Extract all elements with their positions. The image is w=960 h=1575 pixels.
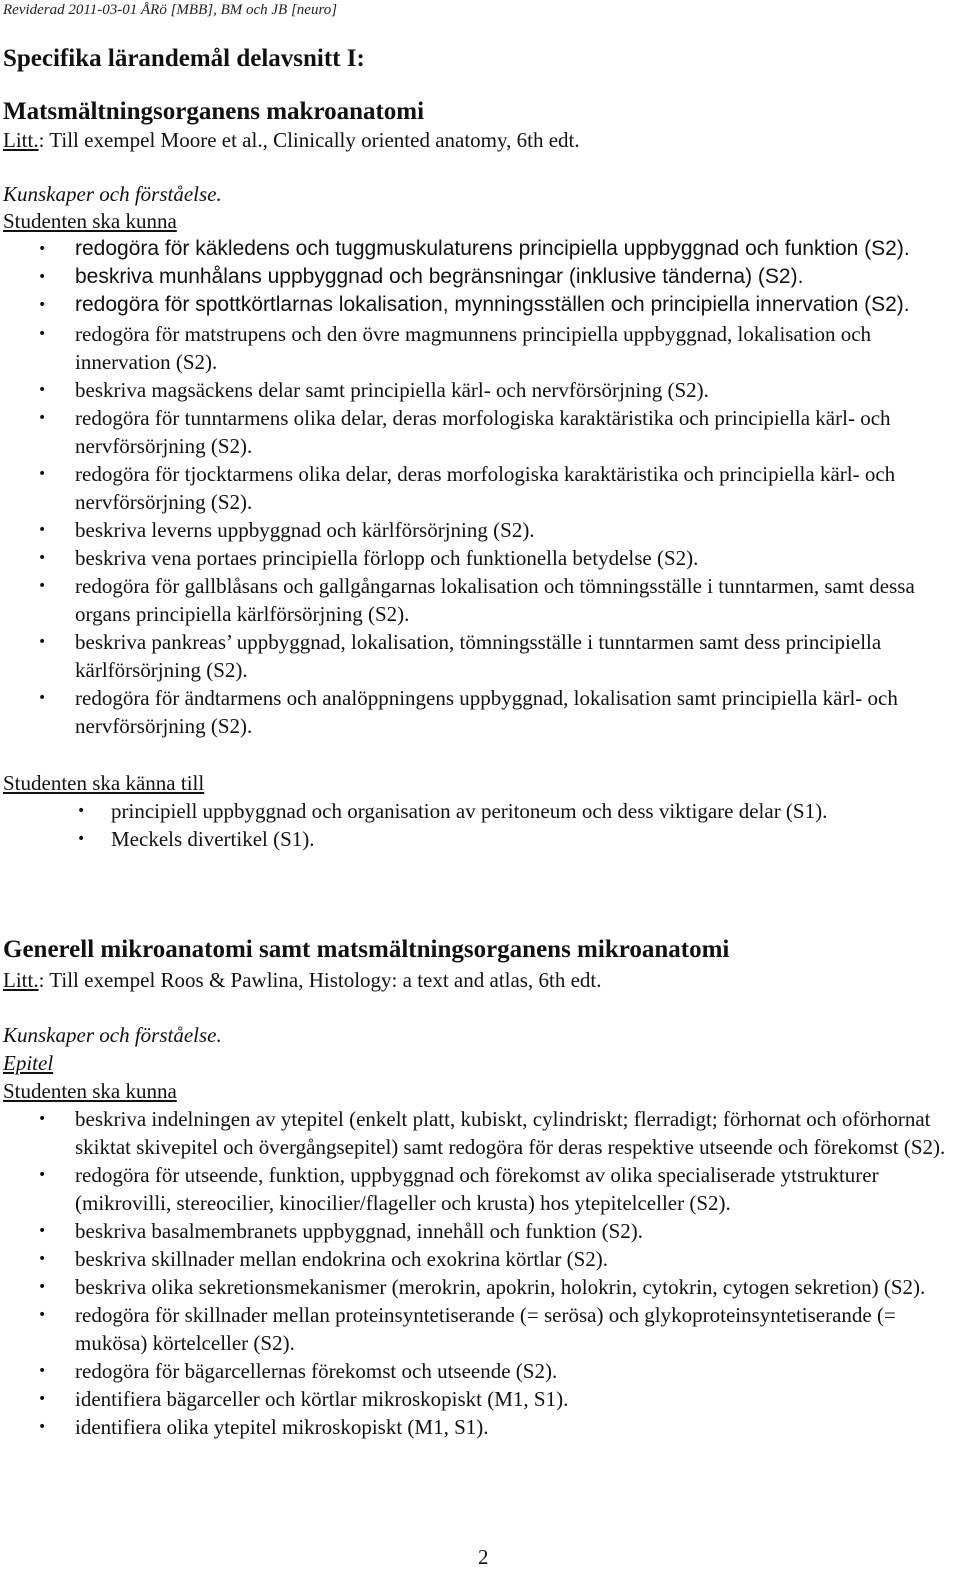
list-item-text: beskriva magsäckens delar samt principiella kärl- och nervförsörjning (S2).	[75, 378, 709, 402]
list-item	[3, 320, 955, 376]
bullet-icon: •	[38, 466, 47, 482]
bullet-icon: •	[38, 522, 47, 538]
list-item-text: beskriva leverns uppbyggnad och kärlförsörjning (S2).	[75, 518, 535, 542]
bullet-icon: •	[77, 803, 86, 819]
section2-topic: Epitel	[3, 1051, 54, 1075]
lit-text: : Till exempel Roos & Pawlina, Histology: a text and atlas, 6th edt.	[38, 968, 602, 992]
page-number: 2	[478, 1545, 489, 1569]
revision-note: Reviderad 2011-03-01 ÅRö [MBB], BM och JB [neuro]	[3, 2, 338, 18]
section1-literature	[3, 126, 580, 154]
bullet-icon: •	[38, 1391, 47, 1407]
lit-text: : Till exempel Moore et al., Clinically oriented anatomy, 6th edt.	[38, 128, 580, 152]
list-item	[3, 572, 955, 628]
section1-objectives-list-cont	[3, 320, 955, 740]
bullet-icon: •	[38, 634, 47, 650]
section2-should-be-able: Studenten ska kunna	[3, 1079, 177, 1103]
bullet-icon: •	[38, 1363, 47, 1379]
section1-objectives-list	[3, 235, 955, 319]
list-item-text: redogöra för matstrupens och den övre magmunnens principiella uppbyggnad, lokalisation och innervation (S2).	[75, 322, 872, 374]
section1-subtitle: Matsmältningsorganens makroanatomi	[3, 98, 425, 125]
section2-title: Generell mikroanatomi samt matsmältningsorganens mikroanatomi	[3, 936, 730, 963]
section2-objectives-list	[3, 1105, 955, 1441]
section2-literature	[3, 966, 601, 994]
list-item	[3, 544, 955, 572]
list-item	[3, 1357, 955, 1385]
list-item-text: redogöra för tunntarmens olika delar, deras morfologiska karaktäristika och principiella kärl- och nervförsörjning (S2).	[75, 406, 891, 458]
list-item	[3, 825, 951, 853]
list-item	[3, 1245, 955, 1273]
list-item-text: redogöra för skillnader mellan proteinsyntetiserande (= serösa) och glykoproteinsyntetiserande (= mukösa) körtelceller (S2).	[75, 1303, 896, 1355]
list-item-text: beskriva pankreas’ uppbyggnad, lokalisation, tömningsställe i tunntarmen samt dess principiella kärlförsörjning (S2).	[75, 630, 882, 682]
bullet-icon: •	[38, 1111, 47, 1127]
list-item-text: redogöra för spottkörtlarnas lokalisation, mynningsställen och principiella innervation (S2).	[75, 293, 910, 316]
section1-should-be-able: Studenten ska kunna	[3, 209, 177, 233]
list-item-text: redogöra för tjocktarmens olika delar, deras morfologiska karaktäristika och principiella kärl- och nervförsörjning (S2).	[75, 462, 896, 514]
bullet-icon: •	[38, 1307, 47, 1323]
bullet-icon: •	[38, 410, 47, 426]
list-item	[3, 684, 955, 740]
list-item-text: beskriva munhålans uppbyggnad och begränsningar (inklusive tänderna) (S2).	[75, 265, 804, 288]
list-item-text: principiell uppbyggnad och organisation av peritoneum och dess viktigare delar (S1).	[111, 799, 828, 823]
list-item	[3, 516, 955, 544]
list-item	[3, 1105, 955, 1161]
section1-knowledge-label: Kunskaper och förståelse.	[3, 182, 222, 206]
list-item-text: identifiera bägarceller och körtlar mikroskopiskt (M1, S1).	[75, 1387, 569, 1411]
list-item-text: redogöra för gallblåsans och gallgångarnas lokalisation och tömningsställe i tunntarmen, samt dessa organs principiella kärlförsörjning (S2).	[75, 574, 915, 626]
bullet-icon: •	[38, 269, 47, 285]
bullet-icon: •	[38, 382, 47, 398]
list-item	[3, 404, 955, 460]
list-item	[3, 1217, 955, 1245]
list-item	[3, 460, 955, 516]
section1-title: Specifika lärandemål delavsnitt I:	[3, 45, 365, 72]
bullet-icon: •	[38, 690, 47, 706]
list-item	[3, 797, 951, 825]
bullet-icon: •	[38, 578, 47, 594]
list-item-text: beskriva olika sekretionsmekanismer (merokrin, apokrin, holokrin, cytokrin, cytogen sekretion) (S2).	[75, 1275, 926, 1299]
list-item-text: redogöra för käkledens och tuggmuskulaturens principiella uppbyggnad och funktion (S2).	[75, 237, 910, 260]
list-item-text: redogöra för bägarcellernas förekomst och utseende (S2).	[75, 1359, 558, 1383]
list-item-text: identifiera olika ytepitel mikroskopiskt (M1, S1).	[75, 1415, 489, 1439]
list-item-text: beskriva basalmembranets uppbyggnad, innehåll och funktion (S2).	[75, 1219, 644, 1243]
list-item-text: beskriva skillnader mellan endokrina och exokrina körtlar (S2).	[75, 1247, 608, 1271]
bullet-icon: •	[38, 297, 47, 313]
list-item	[3, 628, 955, 684]
bullet-icon: •	[38, 1251, 47, 1267]
lit-label: Litt.	[3, 128, 39, 152]
list-item	[3, 1273, 955, 1301]
bullet-icon: •	[38, 326, 47, 342]
list-item-text: beskriva vena portaes principiella förlopp och funktionella betydelse (S2).	[75, 546, 699, 570]
list-item-text: Meckels divertikel (S1).	[111, 827, 315, 851]
section2-knowledge-label: Kunskaper och förståelse.	[3, 1023, 222, 1047]
list-item	[3, 291, 955, 319]
list-item	[3, 1161, 955, 1217]
bullet-icon: •	[38, 1279, 47, 1295]
bullet-icon: •	[77, 831, 86, 847]
list-item-text: redogöra för utseende, funktion, uppbyggnad och förekomst av olika specialiserade ytstrukturer (mikrovilli, stereocilier, kinocilier/flageller och krusta) hos ytepitelceller (S2).	[75, 1163, 879, 1215]
list-item	[3, 235, 955, 263]
list-item	[3, 1385, 955, 1413]
list-item-text: redogöra för ändtarmens och analöppningens uppbyggnad, lokalisation samt principiella kärl- och nervförsörjning (S2).	[75, 686, 898, 738]
list-item	[3, 376, 955, 404]
section1-should-know: Studenten ska känna till	[3, 771, 205, 795]
bullet-icon: •	[38, 550, 47, 566]
list-item-text: beskriva indelningen av ytepitel (enkelt platt, kubiskt, cylindriskt; flerradigt; förhornat och oförhornat skiktat skivepitel och övergångsepitel) samt redogöra för deras respektive utseende och förekomst (S2).	[75, 1107, 946, 1159]
bullet-icon: •	[38, 241, 47, 257]
bullet-icon: •	[38, 1419, 47, 1435]
lit-label: Litt.	[3, 968, 39, 992]
list-item	[3, 1413, 955, 1441]
list-item	[3, 1301, 955, 1357]
list-item	[3, 263, 955, 291]
bullet-icon: •	[38, 1223, 47, 1239]
section1-know-list	[3, 797, 951, 853]
bullet-icon: •	[38, 1167, 47, 1183]
